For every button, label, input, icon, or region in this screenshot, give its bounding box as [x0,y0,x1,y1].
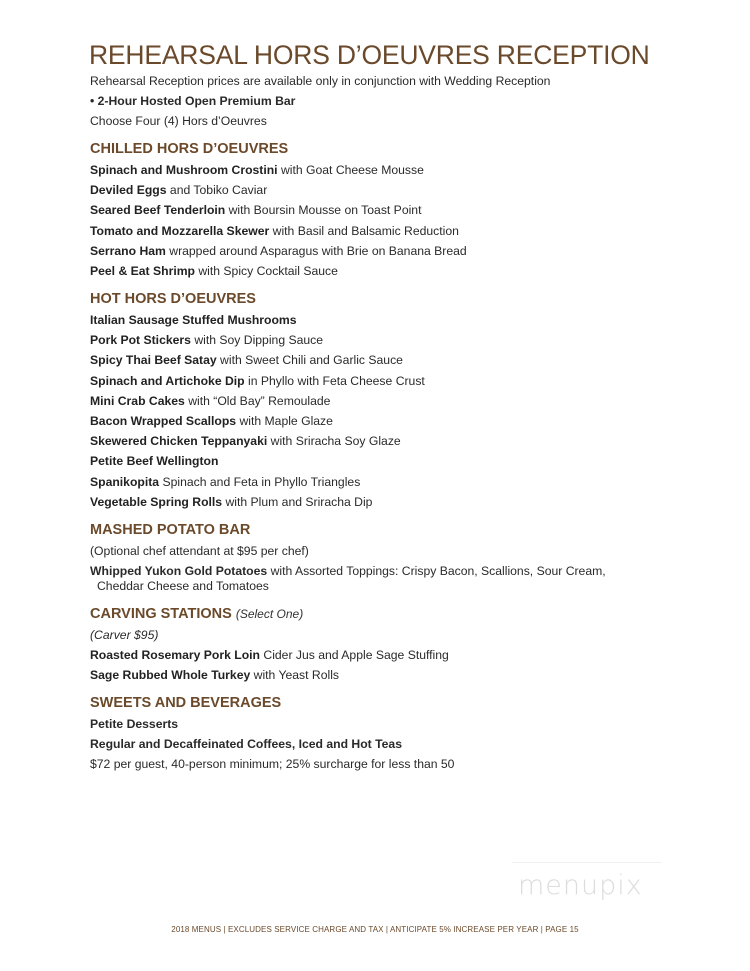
menu-item [90,330,690,350]
menu-item [90,451,690,471]
item-desc: with Maple Glaze [236,413,333,428]
section-heading: CHILLED HORS D’OEUVRES [90,141,289,157]
section-heading [90,603,690,625]
menu-item [90,350,690,370]
item-name: Spicy Thai Beef Satay [90,353,217,368]
menu-item [90,411,690,431]
item-name: Spinach and Artichoke Dip [90,373,245,388]
item-name: Petite Beef Wellington [90,454,219,469]
item-desc: Spinach and Feta in Phyllo Triangles [159,474,361,489]
item-name: Italian Sausage Stuffed Mushrooms [90,313,297,327]
menu-item [90,221,690,241]
item-name: Mini Crab Cakes [90,393,185,408]
item-desc: with Boursin Mousse on Toast Point [225,203,422,218]
item-name: Roasted Rosemary Pork Loin [90,648,260,663]
page-footer: 2018 MENUS | EXCLUDES SERVICE CHARGE AND TAX | ANTICIPATE 5% INCREASE PER YEAR | PAGE 15 [171,925,579,934]
menu-item [90,200,690,220]
item-desc: Cider Jus and Apple Sage Stuffing [260,648,449,663]
menu-item [90,645,690,665]
item-desc: with Sriracha Soy Glaze [267,434,401,449]
item-name: Deviled Eggs [90,183,167,198]
watermark-logo: menupix [518,870,643,901]
menu-item [90,431,690,451]
item-desc: with Sweet Chili and Garlic Sauce [216,353,403,368]
menu-item [90,391,690,411]
menu-item [90,241,690,261]
heading-note: (Select One) [235,607,304,621]
heading-text: CARVING STATIONS [90,606,232,622]
intro-block [90,71,690,132]
item-desc: with Goat Cheese Mousse [277,163,424,177]
item-name: Sage Rubbed Whole Turkey [90,668,251,683]
carving-note: (Carver $95) [90,628,159,642]
menu-item [90,564,690,594]
item-name: Skewered Chicken Teppanyaki [90,434,268,449]
item-desc: with “Old Bay” Remoulade [184,393,331,408]
menu-item [90,160,690,180]
intro-note: Rehearsal Reception prices are available only in conjunction with Wedding Reception [90,74,551,88]
item-name: Pork Pot Stickers [90,333,191,348]
item-name: Whipped Yukon Gold Potatoes [90,564,268,579]
watermark-divider [512,862,662,863]
item-desc: with Soy Dipping Sauce [190,333,324,348]
item-desc: and Tobiko Caviar [166,183,268,198]
item-desc: wrapped around Asparagus with Brie on Banana Bread [165,243,467,258]
menu-item [90,472,690,492]
menu-item: Petite Desserts [90,717,179,731]
item-desc-cont: Cheddar Cheese and Tomatoes [97,579,269,594]
intro-bar: • 2-Hour Hosted Open Premium Bar [90,94,296,109]
item-desc: with Basil and Balsamic Reduction [269,223,459,238]
menu-item [90,492,690,512]
item-name: Peel & Eat Shrimp [90,263,195,278]
item-name: Spanikopita [90,474,160,489]
mashed-section [90,519,690,594]
chilled-section [90,138,690,281]
menu-item [90,180,690,200]
item-desc: in Phyllo with Feta Cheese Crust [244,373,425,388]
item-name: Tomato and Mozzarella Skewer [90,223,270,238]
item-desc: with Spicy Cocktail Sauce [194,263,338,278]
hot-section [90,288,690,512]
item-name: Seared Beef Tenderloin [90,203,226,218]
item-name: Serrano Ham [90,243,166,258]
menu-item [90,261,690,281]
carving-section [90,603,690,686]
item-desc: with Assorted Toppings: Crispy Bacon, Scallions, Sour Cream, [267,564,606,579]
menu-item: Regular and Decaffeinated Coffees, Iced and Hot Teas [90,737,402,752]
item-name: Bacon Wrapped Scallops [90,413,237,428]
page-title: REHEARSAL HORS D’OEUVRES RECEPTION [89,40,650,70]
mashed-note: (Optional chef attendant at $95 per chef) [90,544,309,558]
menu-item [90,371,690,391]
section-heading: HOT HORS D’OEUVRES [90,291,256,307]
section-heading: MASHED POTATO BAR [90,522,251,538]
intro-choose: Choose Four (4) Hors d’Oeuvres [90,114,267,129]
item-name: Spinach and Mushroom Crostini [90,163,278,177]
item-name: Vegetable Spring Rolls [90,494,223,509]
sweets-section [90,692,690,775]
section-heading: SWEETS AND BEVERAGES [90,695,282,711]
item-desc: with Yeast Rolls [250,668,340,683]
menu-item [90,665,690,685]
price-note: $72 per guest, 40-person minimum; 25% surcharge for less than 50 [90,757,455,772]
menu-item [90,310,690,330]
item-desc: with Plum and Sriracha Dip [222,494,373,509]
